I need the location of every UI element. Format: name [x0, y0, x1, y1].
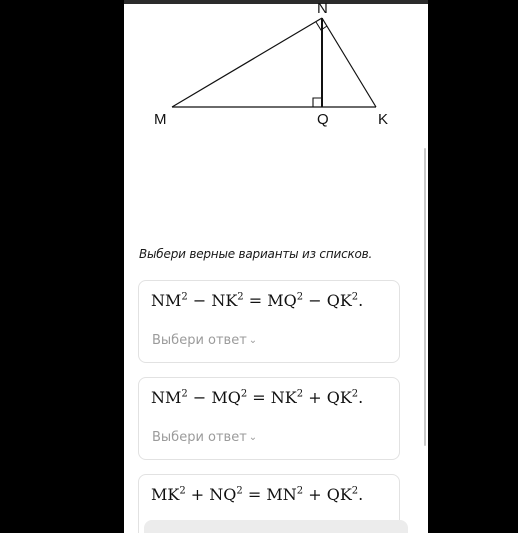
vertex-label-n: N [317, 0, 328, 17]
select-placeholder: Выбери ответ [152, 430, 247, 445]
select-placeholder: Выбери ответ [152, 333, 247, 348]
side-nk [322, 18, 376, 107]
statement-card-2 [138, 377, 400, 460]
content-viewport [124, 0, 428, 533]
answer-select-1[interactable] [152, 333, 257, 348]
equation-3: $MK^2 + NQ^2 = MN^2 + QK^2$. [151, 485, 364, 504]
side-mn [172, 18, 322, 107]
scrollbar[interactable] [424, 148, 426, 446]
bottom-panel [144, 520, 408, 533]
vertex-label-k: K [378, 111, 389, 128]
instruction-text: Выбери верные варианты из списков. [139, 247, 373, 261]
triangle-diagram [124, 0, 428, 140]
answer-select-2[interactable] [152, 430, 257, 445]
right-angle-mark-q [313, 98, 322, 107]
vertex-label-q: Q [317, 111, 329, 128]
chevron-down-icon: ⌄ [248, 335, 258, 346]
equation-1: $NM^2 - NK^2 = MQ^2 - QK^2$. [151, 291, 364, 310]
vertex-label-m: M [154, 111, 167, 128]
equation-2: $NM^2 - MQ^2 = NK^2 + QK^2$. [151, 388, 364, 407]
statement-card-1 [138, 280, 400, 363]
chevron-down-icon: ⌄ [248, 432, 258, 443]
